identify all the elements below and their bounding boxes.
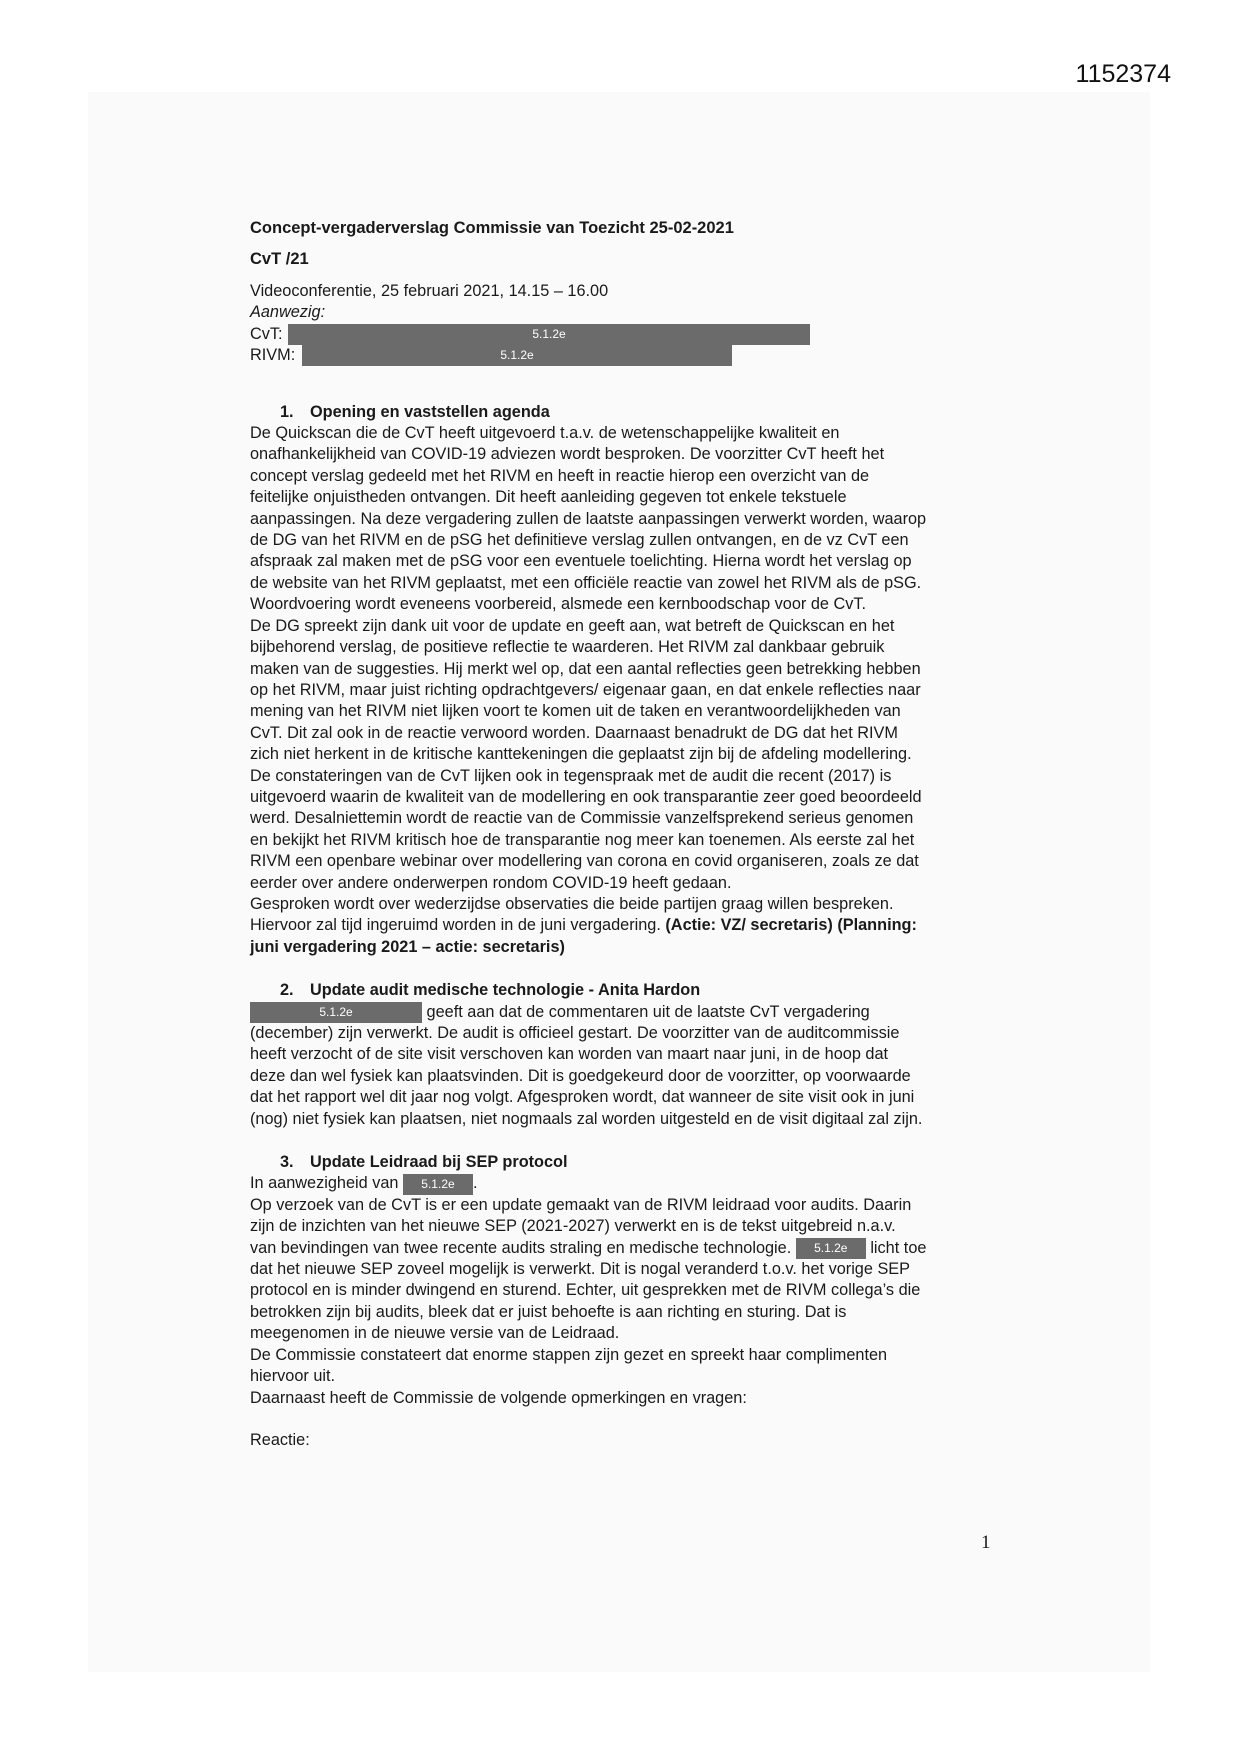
text-line: feitelijke onjuistheden ontvangen. Dit heeft aanleiding gegeven tot enkele tekstuele <box>250 488 847 507</box>
section-paragraph <box>250 1023 1010 1130</box>
section-heading <box>280 1152 1010 1173</box>
document-body <box>250 218 1010 1451</box>
text-line: (nog) niet fysiek kan plaatsen, niet nogmaals zal worden uitgesteld en de visit digitaal zal zijn. <box>250 1109 923 1128</box>
text-line: de website van het RIVM geplaatst, met een officiële reactie van zowel het RIVM als de pSG. <box>250 573 922 592</box>
text-line: De DG spreekt zijn dank uit voor de update en geeft aan, wat betreft de Quickscan en het <box>250 616 895 635</box>
section-paragraph <box>250 1259 1010 1409</box>
meeting-line: Videoconferentie, 25 februari 2021, 14.15 – 16.00 <box>250 281 609 300</box>
text-line: hiervoor uit. <box>250 1367 336 1386</box>
section-number: 2. <box>280 981 294 1000</box>
text-line: dat het nieuwe SEP zoveel mogelijk is verwerkt. Dit is nogal veranderd t.o.v. het vorige SEP <box>250 1260 911 1279</box>
text-line: RIVM een openbare webinar over modellering van corona en covid organiseren, zoals ze dat <box>250 852 919 871</box>
reaction-label: Reactie: <box>250 1430 310 1449</box>
text-line: aanpassingen. Na deze vergadering zullen de laatste aanpassingen verwerkt worden, waarop <box>250 509 927 528</box>
document-id: 1152374 <box>1075 60 1171 88</box>
line-text: geeft aan dat de commentaren uit de laatste CvT vergadering <box>426 1002 870 1021</box>
presence-prefix: In aanwezigheid van <box>250 1174 399 1193</box>
redaction-block: 5.1.2e <box>250 1002 422 1023</box>
line-text: licht toe <box>870 1238 927 1257</box>
text-line: onafhankelijkheid van COVID-19 adviezen wordt besproken. De voorzitter CvT heeft het <box>250 445 885 464</box>
attendee-label: CvT: <box>250 324 283 343</box>
inline-redaction-line <box>250 1238 1010 1259</box>
action-line <box>250 915 1010 936</box>
text-line: De constateringen van de CvT lijken ook in tegenspraak met de audit die recent (2017) is <box>250 766 892 785</box>
text-line: op het RIVM, maar juist richting opdrachtgevers/ eigenaar gaan, en dat enkele reflecties naar <box>250 680 921 699</box>
text-line: Op verzoek van de CvT is er een update gemaakt van de RIVM leidraad voor audits. Daarin <box>250 1195 912 1214</box>
text-line: afspraak zal maken met de pSG voor een eventuele toelichting. Hierna wordt het verslag op <box>250 552 912 571</box>
text-line: concept verslag gedeeld met het RIVM en heeft in reactie hierop een overzicht van de <box>250 466 870 485</box>
text-line: zich niet herkent in de kritische kanttekeningen die geplaatst zijn bij de afdeling modellering. <box>250 745 912 764</box>
text-line: CvT. Dit zal ook in de reactie verwoord worden. Daarnaast benadrukt de DG dat het RIVM <box>250 723 898 742</box>
redaction-block: 5.1.2e <box>403 1174 473 1195</box>
text-line: Daarnaast heeft de Commissie de volgende opmerkingen en vragen: <box>250 1388 747 1407</box>
section-leidraad <box>250 1152 1010 1451</box>
section-opening <box>250 402 1010 959</box>
section-heading <box>280 402 1010 423</box>
action-planning: juni vergadering 2021 – actie: secretaris) <box>250 937 565 956</box>
attendee-label: RIVM: <box>250 345 296 364</box>
text-line: bijbehorend verslag, de positieve reflectie te waarderen. Het RIVM zal dankbaar gebruik <box>250 638 885 657</box>
section-title: Update Leidraad bij SEP protocol <box>310 1153 568 1172</box>
text-line: Woordvoering wordt eveneens voorbereid, alsmede een kernboodschap voor de CvT. <box>250 595 867 614</box>
presence-line <box>250 1173 1010 1194</box>
attendee-row-cvt <box>250 324 1010 345</box>
section-title: Update audit medische technologie - Anita Hardon <box>310 981 701 1000</box>
section-number: 1. <box>280 402 294 421</box>
document-title: Concept-vergaderverslag Commissie van Toezicht 25-02-2021 <box>250 219 734 237</box>
text-line: uitgevoerd waarin de kwaliteit van de modellering en ook transparantie zeer goed beoordeeld <box>250 787 922 806</box>
text-line: dat het rapport wel dit jaar nog volgt. Afgesproken wordt, dat wanneer de site visit ook in juni <box>250 1088 915 1107</box>
text-line: maken van de suggesties. Hij merkt wel op, dat een aantal reflecties geen betrekking hebben <box>250 659 921 678</box>
page-number: 1 <box>981 1532 991 1553</box>
section-paragraph <box>250 423 1010 915</box>
text-line: De Quickscan die de CvT heeft uitgevoerd t.a.v. de wetenschappelijke kwaliteit en <box>250 424 840 443</box>
text-line: de DG van het RIVM en de pSG het definitieve verslag zullen ontvangen, en de vz CvT een <box>250 531 909 550</box>
section-number: 3. <box>280 1153 294 1172</box>
present-label: Aanwezig: <box>250 303 326 322</box>
text-line: (december) zijn verwerkt. De audit is officieel gestart. De voorzitter van de auditcommissie <box>250 1024 900 1042</box>
text-line: werd. Desalniettemin wordt de reactie van de Commissie vanzelfsprekend serieus genomen <box>250 809 914 828</box>
section-heading <box>280 980 1010 1001</box>
text-line: betrokken zijn bij audits, bleek dat er juist behoefte is aan richting en sturing. Dat is <box>250 1302 847 1321</box>
text-line: eerder over andere onderwerpen rondom COVID-19 heeft gedaan. <box>250 873 732 892</box>
action-label: (Actie: VZ/ secretaris) (Planning: <box>665 916 917 935</box>
section-paragraph <box>250 1195 1010 1238</box>
document-subtitle: CvT /21 <box>250 250 309 269</box>
action-text: Hiervoor zal tijd ingeruimd worden in de juni vergadering. <box>250 916 666 935</box>
attendee-row-rivm <box>250 345 1010 366</box>
section-audit-update <box>250 980 1010 1130</box>
section-title: Opening en vaststellen agenda <box>310 402 550 421</box>
redaction-block: 5.1.2e <box>302 345 732 366</box>
text-line: zijn de inzichten van het nieuwe SEP (2021-2027) verwerkt en is de tekst uitgebreid n.a.v. <box>250 1217 896 1236</box>
text-line: mening van het RIVM niet lijken voort te komen uit de taken en verantwoordelijkheden van <box>250 702 901 721</box>
text-line: deze dan wel fysiek kan plaatsvinden. Dit is goedgekeurd door de voorzitter, op voorwaarde <box>250 1066 911 1085</box>
text-line: heeft verzocht of de site visit verschoven kan worden van maart naar juni, in de hoop dat <box>250 1045 889 1064</box>
redaction-block: 5.1.2e <box>796 1238 866 1259</box>
redaction-block: 5.1.2e <box>288 324 810 345</box>
text-line: Gesproken wordt over wederzijdse observaties die beide partijen graag willen bespreken. <box>250 894 894 913</box>
line-text: van bevindingen van twee recente audits straling en medische technologie. <box>250 1238 792 1257</box>
text-line: protocol en is minder dwingend en sturend. Echter, uit gesprekken met de RIVM collega’s die <box>250 1281 921 1300</box>
presence-suffix: . <box>472 1174 478 1193</box>
text-line: en bekijkt het RIVM kritisch hoe de transparantie nog meer kan toenemen. Als eerste zal het <box>250 830 915 849</box>
text-line: De Commissie constateert dat enorme stappen zijn gezet en spreekt haar complimenten <box>250 1345 888 1364</box>
text-line: meegenomen in de nieuwe versie van de Leidraad. <box>250 1324 620 1343</box>
section-first-line <box>250 1002 1010 1023</box>
